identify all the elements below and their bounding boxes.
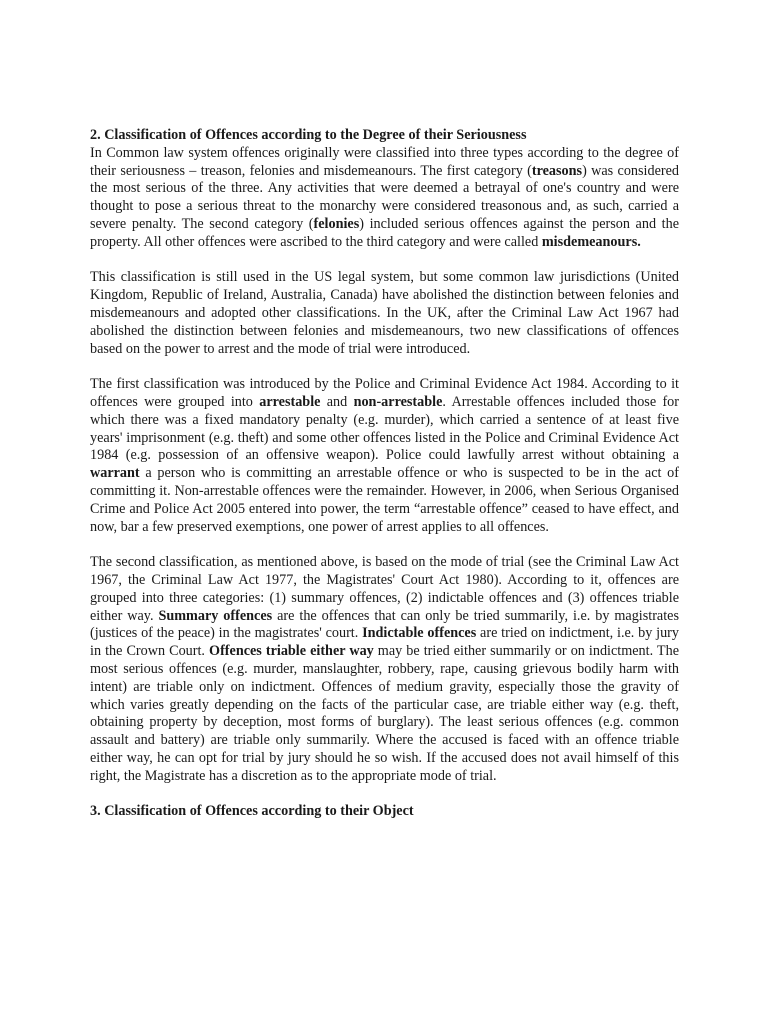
paragraph-mode-of-trial-classification: The second classification, as mentioned above, is based on the mode of trial (see the Criminal Law Act 1967, the Criminal Law Act 1977, the Magistrates' Court Act 1980). According to it, offences are grouped into three categories: (1) summary offences, (2) indictable offences and (3) offences triable either way. Summary offences are the offences that can only be tried summarily, i.e. by magistrates (justices of the peace) in the magistrates' court. Indictable offences are tried on indictment, i.e. by jury in the Crown Court. Offences triable either way may be tried either summarily or on indictment. The most serious offences (e.g. murder, manslaughter, robbery, rape, causing grievous bodily harm with intent) are triable only on indictment. Offences of medium gravity, especially those the gravity of which varies greatly depending on the facts of the particular case, are triable either way (e.g. theft, obtaining property by deception, most forms of burglary). The least serious offences (e.g. common assault and battery) are triable only summarily. Where the accused is faced with an offence triable either way, he can opt for trial by jury should he so wish. If the accused does not avail himself of this right, the Magistrate has a discretion as to the appropriate mode of trial.: [90, 554, 679, 784]
section-3-heading: 3. Classification of Offences according to their Object: [90, 803, 414, 820]
document-body: [90, 127, 679, 821]
bold-term: warrant: [90, 465, 140, 482]
section-2-heading: 2. Classification of Offences according to the Degree of their Seriousness: [90, 127, 527, 143]
paragraph-arrestable-classification: The first classification was introduced by the Police and Criminal Evidence Act 1984. According to it offences were grouped into arrestable and non-arrestable. Arrestable offences included those for which there was a fixed mandatory penalty (e.g. murder), which carried a sentence of at least five years' imprisonment (e.g. theft) and some other offences listed in the Police and Criminal Evidence Act 1984 (e.g. possession of an offensive weapon). Police could lawfully arrest without obtaining a warrant a person who is committing an arrestable offence or who is suspected to be in the act of committing it. Non-arrestable offences were the remainder. However, in 2006, when Serious Organised Crime and Police Act 2005 entered into power, the term “arrestable offence” ceased to have effect, and now, bar a few preserved exemptions, one power of arrest applies to all offences.: [90, 376, 679, 535]
bold-term: Indictable offences: [362, 625, 477, 642]
bold-term: treasons: [531, 162, 583, 179]
bold-term: felonies: [313, 215, 360, 232]
paragraph-us-uk-classification: This classification is still used in the US legal system, but some common law jurisdictions (United Kingdom, Republic of Ireland, Australia, Canada) have abolished the distinction between felonies and misdemeanours and adopted other classifications. In the UK, after the Criminal Law Act 1967 had abolished the distinction between felonies and misdemeanours, two new classifications of offences based on the power to arrest and the mode of trial were introduced.: [90, 269, 679, 357]
bold-term: misdemeanours.: [541, 233, 641, 250]
paragraph-common-law-types: In Common law system offences originally were classified into three types according to the degree of their seriousness – treason, felonies and misdemeanours. The first category (treasons) was considered the most serious of the three. Any activities that were deemed a betrayal of one's country and were thought to pose a serious threat to the monarchy were considered treasonous and, as such, carried a severe penalty. The second category (felonies) included serious offences against the person and the property. All other offences were ascribed to the third category and were called misdemeanours.: [90, 144, 680, 250]
bold-term: non-arrestable: [353, 393, 443, 410]
bold-term: arrestable: [259, 393, 321, 410]
bold-term: Summary offences: [158, 607, 273, 624]
bold-term: Offences triable either way: [209, 643, 374, 660]
